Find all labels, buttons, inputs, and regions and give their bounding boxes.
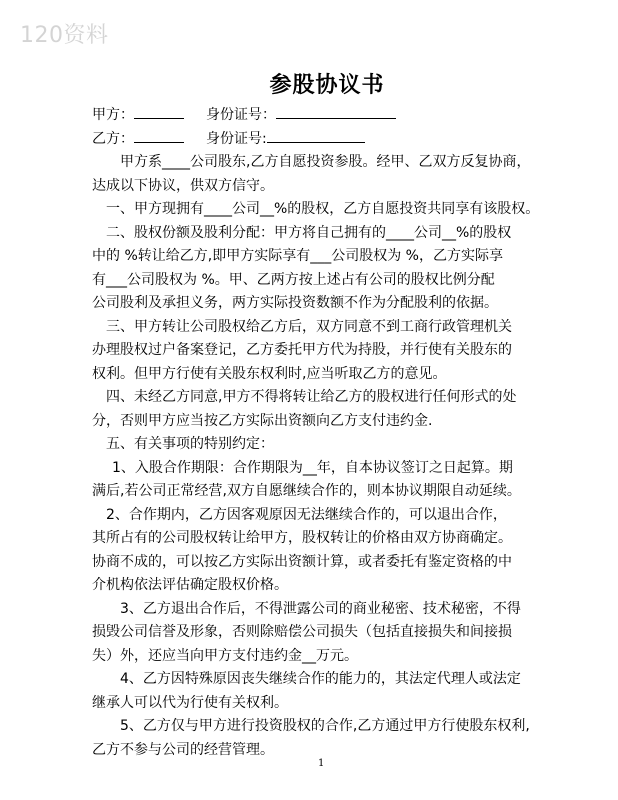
agreement-body [92,151,562,762]
body-line: 三、甲方转让公司股权给乙方后，双方同意不到工商行政管理机关 [106,318,512,335]
party-b-label: 乙方： [92,131,134,147]
party-b-id-blank [267,128,365,143]
body-line: 甲方系____公司股东,乙方自愿投资参股。经甲、乙双方反复协商， [120,154,531,170]
document-title: 参股协议书 [269,73,385,98]
body-line: 其所占有的公司股权转让给甲方，股权转让的价格由双方协商确定。 [92,530,512,546]
party-a-id-label: 身份证号： [206,107,276,123]
party-b-id-label: 身份证号: [206,131,267,147]
body-line: 一、甲方现拥有____公司__%的股权，乙方自愿投资共同享有该股权。 [106,201,540,217]
body-line: 达成以下协议，供双方信守。 [92,177,274,194]
body-line: 4、乙方因特殊原因丧失继续合作的能力的，其法定代理人或法定 [120,671,521,687]
body-line: 2、合作期内，乙方因客观原因无法继续合作的，可以退出合作， [106,506,507,523]
body-line: 分，否则甲方应当按乙方实际出资额向乙方支付违约金. [92,412,433,429]
body-line: 公司股利及承担义务，两方实际投资数额不作为分配股利的依据。 [92,295,498,311]
body-line: 乙方不参与公司的经营管理。 [92,741,274,758]
body-line: 5、乙方仅与甲方进行投资股权的合作,乙方通过甲方行使股东权利, [120,718,530,734]
body-line: 介机构依法评估确定股权价格。 [92,577,288,593]
party-b-name-blank [134,128,184,143]
body-line: 权利。但甲方行使有关股东权利时,应当听取乙方的意见。 [92,365,447,382]
party-b-line [92,127,562,151]
body-line: 有___公司股权为 %。甲、乙两方按上述占有公司的股权比例分配 [92,271,495,288]
body-line: 五、有关事项的特别约定： [106,436,274,452]
page-number: 1 [318,758,325,769]
body-line: 办理股权过户备案登记，乙方委托甲方代为持股，并行使有关股东的 [92,342,512,358]
body-line: 中的 %转让给乙方,即甲方实际享有___公司股权为 %，乙方实际享 [92,248,503,264]
body-line: 失）外，还应当向甲方支付违约金__万元。 [92,647,358,664]
party-a-label: 甲方： [92,107,134,123]
body-line: 3、乙方退出合作后，不得泄露公司的商业秘密、技术秘密，不得 [120,600,521,617]
body-line: 二、股权份额及股利分配：甲方将自己拥有的____公司__%的股权 [106,224,512,241]
body-line: 继承人可以代为行使有关权利。 [92,694,288,711]
body-line: 满后,若公司正常经营,双方自愿继续合作的，则本协议期限自动延续。 [92,483,521,499]
document-page [92,68,562,762]
party-a-id-blank [276,104,396,119]
body-line: 四、未经乙方同意,甲方不得将转让给乙方的股权进行任何形式的处 [106,389,517,405]
body-line: 1、入股合作期限：合作期限为__年，自本协议签订之日起算。期 [112,459,513,476]
body-line: 损毁公司信誉及形象，否则除赔偿公司损失（包括直接损失和间接损 [92,624,512,640]
body-line: 协商不成的，可以按乙方实际出资额计算，或者委托有鉴定资格的中 [92,553,512,570]
watermark: 120资料 [20,23,109,48]
party-a-name-blank [134,104,184,119]
party-a-line [92,103,562,127]
